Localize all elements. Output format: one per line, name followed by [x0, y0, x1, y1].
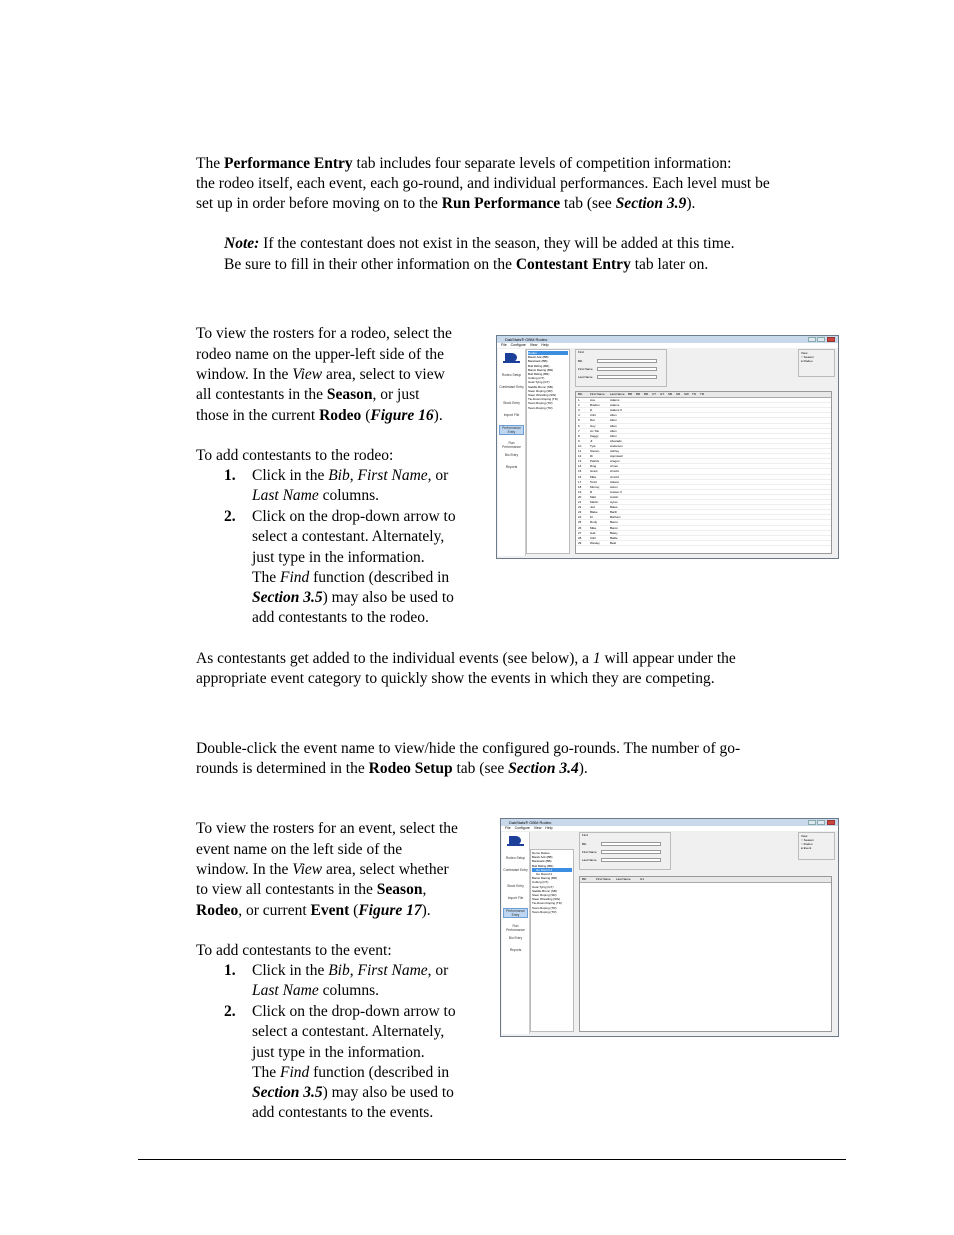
rodeo-text-2: rodeo name on the upper-left side of the: [196, 346, 445, 363]
last-name-label: Last Name: [578, 375, 593, 379]
nav-sidebar: [498, 349, 526, 556]
nav-run-performance[interactable]: Run Performance: [502, 441, 521, 449]
table-cell: Clint: [590, 413, 597, 418]
first-name-label: First Name: [582, 850, 597, 854]
column-header[interactable]: SW: [684, 392, 689, 396]
table-cell: Barth: [610, 510, 618, 515]
column-header[interactable]: First Name: [596, 877, 611, 881]
table-cell: 24: [578, 515, 582, 520]
column-header[interactable]: GT: [660, 392, 665, 396]
table-cell: Aston: [610, 484, 618, 489]
table-cell: Austin: [610, 494, 619, 499]
find-label: Find: [582, 833, 588, 837]
table-cell: Matt: [590, 494, 596, 499]
table-cell: 18: [578, 484, 582, 489]
bib-field[interactable]: [597, 359, 657, 363]
daktronics-logo-icon: [503, 352, 520, 363]
event-text-1: To view the rosters for an event, select the: [196, 820, 458, 837]
column-header[interactable]: First Name: [590, 392, 605, 396]
view-panel: [798, 832, 835, 860]
tree-item[interactable]: Bareback (BB): [532, 859, 552, 864]
intro-line-2: the rodeo itself, each event, each go-round, and individual performances. Each level must be: [196, 175, 770, 192]
bib-field[interactable]: [601, 842, 661, 846]
tree-item[interactable]: Steer Wrestling (SW): [528, 393, 557, 398]
table-cell: 12: [578, 454, 582, 459]
nav-stock-entry[interactable]: Stock Entry: [503, 401, 520, 405]
table-cell: Allen: [610, 428, 617, 433]
view-panel: [798, 349, 835, 377]
table-cell: Dal: [590, 418, 595, 423]
rodeo-text-3: window. In the View area, select to view: [196, 366, 445, 383]
table-cell: 5: [578, 418, 580, 423]
tree-item[interactable]: Cutting (CT): [528, 376, 545, 381]
column-header[interactable]: Bib: [582, 877, 587, 881]
view-label: View: [801, 834, 808, 838]
menu-bar: [497, 343, 838, 348]
tree-item[interactable]: Bull Riding (BR): [528, 372, 550, 377]
table-cell: Mike: [590, 525, 597, 530]
table-cell: Adams II: [610, 408, 622, 413]
tree-item[interactable]: Rodeo: [528, 351, 568, 355]
nav-performance-entry[interactable]: Performance Entry: [503, 908, 528, 918]
nav-reports[interactable]: Reports: [505, 465, 518, 469]
figure-16-screenshot: [496, 335, 839, 559]
table-cell: Tyle: [590, 443, 596, 448]
table-cell: Patrick: [590, 459, 600, 464]
step-number: 2.: [224, 508, 236, 525]
rodeo-step-1: 1. Click in the Bib, First Name, or Last Name columns.: [224, 467, 449, 505]
last-name-field[interactable]: [601, 858, 661, 862]
table-cell: Ri: [590, 454, 593, 459]
nav-import-file[interactable]: Import File: [503, 413, 520, 417]
tree-item[interactable]: Team Roping (TR): [532, 909, 557, 914]
menu-configure[interactable]: Configure: [514, 826, 530, 830]
table-cell: Guy: [590, 423, 596, 428]
table-cell: Bales: [610, 505, 618, 510]
nav-stock-entry[interactable]: Stock Entry: [507, 884, 524, 888]
table-cell: 14: [578, 464, 582, 469]
view-event-radio[interactable]: ● Event: [801, 846, 812, 850]
view-season-radio[interactable]: ○ Season: [801, 355, 814, 359]
tree-item[interactable]: Goat Tying (GT): [528, 380, 550, 385]
table-cell: Batey: [610, 530, 618, 535]
nav-reports[interactable]: Reports: [509, 948, 522, 952]
table-cell: D.: [590, 408, 593, 413]
tree-item[interactable]: Barrel Racing (BR): [532, 876, 558, 881]
table-cell: 23: [578, 510, 582, 515]
table-cell: 11: [578, 449, 582, 453]
menu-file[interactable]: File: [505, 826, 511, 830]
table-cell: Ace: [590, 398, 596, 402]
table-cell: Jed: [590, 505, 595, 510]
step-number: 1.: [224, 962, 236, 979]
minimize-icon[interactable]: [808, 820, 816, 825]
nav-contestant-entry[interactable]: Contestant Entry: [503, 868, 528, 872]
view-rodeo-radio[interactable]: ○ Rodeo: [801, 842, 813, 846]
tree-item[interactable]: Steer Wrestling (SW): [532, 897, 561, 902]
table-cell: Arnold: [610, 469, 619, 474]
figure-17-screenshot: [500, 818, 839, 1037]
column-header[interactable]: Bib: [578, 392, 583, 396]
event-text-2: event name on the left side of the: [196, 841, 403, 858]
tree-item[interactable]: Demo Rodeo: [532, 851, 550, 855]
window-titlebar: [497, 336, 838, 343]
table-cell: 25: [578, 520, 582, 525]
tree-item[interactable]: Go Round 2: [536, 872, 553, 877]
tree-item[interactable]: Bareb Ack (BB): [532, 855, 553, 860]
rodeo-text-5: those in the current Rodeo (Figure 16).: [196, 407, 443, 424]
first-name-field[interactable]: [597, 367, 657, 371]
rodeo-tree[interactable]: [526, 349, 570, 554]
table-cell: 6: [578, 423, 580, 428]
table-cell: 13: [578, 459, 582, 464]
event-roster-grid[interactable]: [579, 876, 832, 1032]
table-cell: Austen II: [610, 489, 622, 494]
table-cell: 15: [578, 469, 582, 474]
table-cell: 17: [578, 479, 582, 484]
table-cell: 10: [578, 443, 582, 448]
window-title: DakStats® OBM Rodeo: [509, 820, 552, 825]
table-cell: Ring: [590, 464, 597, 469]
tree-item[interactable]: Steer Roping (SR): [528, 388, 553, 393]
table-cell: Askew: [610, 479, 619, 484]
close-icon[interactable]: [827, 820, 835, 825]
menu-help[interactable]: Help: [541, 343, 549, 347]
menu-bar: [501, 826, 838, 831]
table-cell: 26: [578, 525, 582, 530]
nav-sidebar: [502, 832, 530, 1034]
table-cell: Grant: [590, 469, 598, 474]
table-cell: 21: [578, 500, 582, 504]
nav-bio-entry[interactable]: Bio Entry: [508, 936, 523, 940]
column-header[interactable]: TR: [700, 392, 704, 396]
tree-item[interactable]: Tie-Down Roping (TD): [528, 397, 558, 402]
event-add-heading: To add contestants to the event:: [196, 942, 392, 959]
events-line-1: As contestants get added to the individual events (see below), a 1 will appear under the: [196, 650, 736, 667]
window-titlebar: [501, 819, 838, 826]
table-cell: Aragon: [610, 459, 620, 464]
nav-bio-entry[interactable]: Bio Entry: [504, 453, 519, 457]
events-line-2: appropriate event category to quickly show the events in which they are competing.: [196, 670, 715, 687]
column-header[interactable]: BB: [628, 392, 633, 396]
tree-item[interactable]: Saddle Bronc (SB): [528, 384, 553, 389]
table-cell: 27: [578, 530, 582, 535]
note-line-2: Be sure to fill in their other information on the Contestant Entry tab later on.: [224, 256, 709, 273]
column-header[interactable]: BR: [636, 392, 641, 396]
table-cell: Wesley: [590, 540, 600, 545]
table-cell: R: [590, 489, 593, 494]
nav-performance-entry[interactable]: Performance Entry: [499, 425, 524, 435]
last-name-label: Last Name: [582, 858, 597, 862]
event-text-4: to view all contestants in the Season,: [196, 881, 427, 898]
table-cell: Martin: [590, 500, 599, 504]
event-text-3: window. In the View area, select whether: [196, 861, 449, 878]
nav-run-performance[interactable]: Run Performance: [506, 924, 525, 932]
note-line-1: Note: If the contestant does not exist in the season, they will be added at this time.: [224, 235, 735, 252]
column-header[interactable]: Last Name: [610, 392, 625, 396]
table-cell: Jt: [590, 438, 593, 443]
tree-item[interactable]: Saddle Bronc (SB): [532, 888, 557, 893]
column-header[interactable]: BR: [644, 392, 649, 396]
column-header[interactable]: CT: [652, 392, 656, 396]
table-cell: 1: [578, 398, 580, 402]
table-cell: Murray: [590, 484, 600, 489]
view-label: View: [801, 351, 808, 355]
menu-help[interactable]: Help: [545, 826, 553, 830]
goround-line-2: rounds is determined in the Rodeo Setup tab (see Section 3.4).: [196, 760, 588, 777]
table-cell: 20: [578, 494, 582, 499]
nav-rodeo-setup[interactable]: Rodeo Setup: [505, 856, 526, 860]
tree-item[interactable]: Bareb Ack (BB): [528, 355, 549, 360]
rodeo-add-heading: To add contestants to the rodeo:: [196, 447, 394, 464]
first-name-label: First Name: [578, 367, 593, 371]
table-cell: Battle: [610, 535, 618, 540]
table-cell: Adams: [610, 403, 620, 408]
table-cell: Barham: [610, 515, 621, 520]
tree-item[interactable]: Team Roping (TR): [528, 401, 553, 406]
rodeo-step-2: 2. Click on the drop-down arrow to select a contestant. Alternately, just type in the information. The Find function (described in Section 3.5) may also be used to add contestants to the rodeo.: [224, 508, 456, 627]
menu-view[interactable]: View: [529, 343, 538, 347]
table-cell: 2: [578, 403, 580, 408]
table-cell: Gail: [590, 530, 596, 535]
table-cell: Mike: [590, 474, 597, 479]
event-tree[interactable]: [530, 849, 574, 1032]
goround-line-1: Double-click the event name to view/hide the configured go-rounds. The number of go-: [196, 740, 741, 757]
event-step-1: 1. Click in the Bib, First Name, or Last Name columns.: [224, 962, 449, 1000]
nav-contestant-entry[interactable]: Contestant Entry: [499, 385, 524, 389]
last-name-field[interactable]: [597, 375, 657, 379]
table-cell: Blake: [590, 510, 598, 515]
bib-label: Bib: [582, 842, 587, 846]
intro-line-3: set up in order before moving on to the Run Performance tab (see Section 3.9).: [196, 195, 696, 212]
tree-item[interactable]: Steer Roping (SR): [532, 893, 557, 898]
first-name-field[interactable]: [601, 850, 661, 854]
footer-rule: [138, 1159, 846, 1160]
rodeo-text-1: To view the rosters for a rodeo, select the: [196, 325, 452, 342]
column-header[interactable]: G1: [640, 877, 645, 881]
table-cell: Baron: [610, 520, 619, 525]
table-cell: Adams: [610, 398, 620, 402]
table-cell: Armer: [610, 464, 619, 469]
table-cell: Alvarado: [610, 438, 622, 443]
nav-rodeo-setup[interactable]: Rodeo Setup: [501, 373, 522, 377]
column-header[interactable]: SR: [676, 392, 681, 396]
table-cell: Braden: [590, 403, 600, 408]
minimize-icon[interactable]: [808, 337, 816, 342]
column-header[interactable]: Last Name: [616, 877, 631, 881]
roster-grid[interactable]: [575, 391, 832, 554]
window-title: DakStats® OBM Rodeo: [505, 337, 548, 342]
tree-item[interactable]: Cutting (CT): [532, 880, 549, 885]
daktronics-logo-icon: [507, 835, 524, 846]
table-cell: Ac Tok: [590, 428, 599, 433]
table-cell: 22: [578, 505, 582, 510]
tree-item[interactable]: Team Roping (TR): [532, 905, 557, 910]
table-cell: Steven: [590, 449, 600, 453]
tree-item[interactable]: Bull Riding (BR): [532, 863, 554, 868]
maximize-icon[interactable]: [817, 337, 825, 342]
table-cell: Beal: [610, 540, 617, 545]
step-number: 1.: [224, 467, 236, 484]
tree-item[interactable]: Bareback (BB): [528, 359, 548, 364]
tree-item[interactable]: Team Roping (TR): [528, 405, 553, 410]
table-cell: 3: [578, 408, 580, 413]
table-cell: Ayres: [610, 500, 618, 504]
tree-item[interactable]: Goat Tying (GT): [532, 884, 554, 889]
table-cell: Rody: [590, 520, 598, 525]
table-cell: Baron: [610, 525, 619, 530]
table-cell: 4: [578, 413, 580, 418]
tree-item[interactable]: Go Round 1: [532, 868, 572, 872]
table-cell: Todd: [590, 479, 597, 484]
event-step-2: 2. Click on the drop-down arrow to select a contestant. Alternately, just type in the information. The Find function (described in Section 3.5) may also be used to add contestants to the events.: [224, 1003, 456, 1122]
table-row[interactable]: [576, 541, 831, 546]
table-cell: 28: [578, 535, 582, 540]
table-cell: 7: [578, 428, 580, 433]
table-cell: Allen: [610, 418, 617, 423]
table-cell: Kaggy: [590, 433, 599, 438]
table-cell: 29: [578, 540, 582, 545]
maximize-icon[interactable]: [817, 820, 825, 825]
table-cell: Allen: [610, 433, 617, 438]
table-cell: Arnold: [610, 474, 619, 479]
table-cell: Allen: [610, 423, 617, 428]
table-cell: Ashley: [610, 449, 620, 453]
close-icon[interactable]: [827, 337, 835, 342]
view-rodeo-radio[interactable]: ● Rodeo: [801, 359, 813, 363]
column-header[interactable]: SB: [668, 392, 673, 396]
table-cell: 16: [578, 474, 582, 479]
table-cell: Aspinwell: [610, 454, 623, 459]
tree-item[interactable]: Tie-Down Roping (TD): [532, 901, 562, 906]
find-panel: [575, 349, 667, 387]
menu-view[interactable]: View: [533, 826, 542, 830]
column-header[interactable]: TD: [692, 392, 696, 396]
rodeo-text-4: all contestants in the Season, or just: [196, 386, 420, 403]
view-season-radio[interactable]: ○ Season: [801, 838, 814, 842]
event-text-5: Rodeo, or current Event (Figure 17).: [196, 902, 431, 919]
table-cell: 8: [578, 433, 580, 438]
intro-line-1: The Performance Entry tab includes four separate levels of competition information:: [196, 155, 732, 172]
table-cell: M.: [590, 515, 594, 520]
table-cell: Clint: [590, 535, 597, 540]
tree-item[interactable]: Bull Riding (BR): [528, 363, 550, 368]
grid-header: [580, 877, 831, 883]
find-panel: [579, 832, 671, 870]
table-cell: Allen: [610, 413, 617, 418]
bib-label: Bib: [578, 359, 583, 363]
step-number: 2.: [224, 1003, 236, 1020]
menu-configure[interactable]: Configure: [510, 343, 526, 347]
nav-import-file[interactable]: Import File: [507, 896, 524, 900]
tree-item[interactable]: Barrel Racing (BR): [528, 367, 554, 372]
find-label: Find: [578, 350, 584, 354]
table-cell: 9: [578, 438, 580, 443]
menu-file[interactable]: File: [501, 343, 507, 347]
table-cell: 19: [578, 489, 582, 494]
table-cell: Anderson: [610, 443, 623, 448]
